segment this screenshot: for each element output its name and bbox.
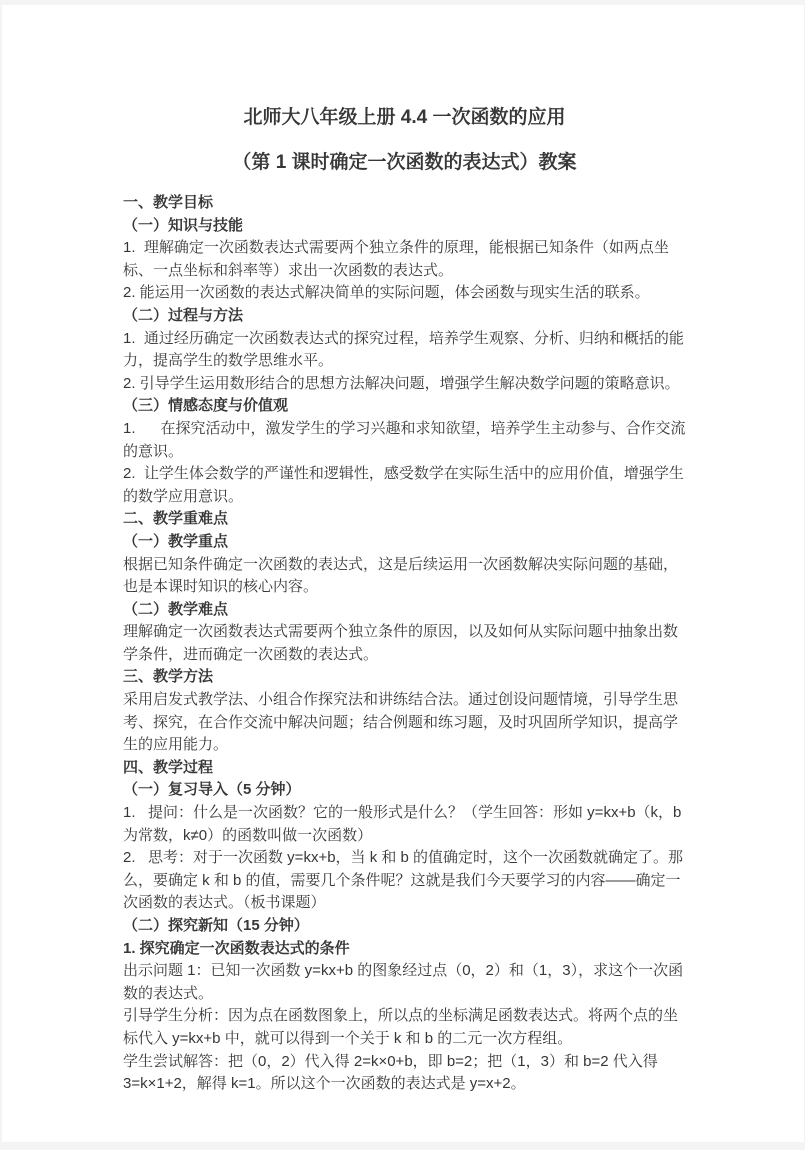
paragraph: 根据已知条件确定一次函数的表达式，这是后续运用一次函数解决实际问题的基础，也是本课时知识的核心内容。 — [123, 555, 679, 596]
sub-heading: （二）教学难点 — [123, 600, 229, 618]
paragraph: 2. 能运用一次函数的表达式解决简单的实际问题，体会函数与现实生活的联系。 — [123, 284, 650, 302]
sub-heading: （一）复习导入（5 分钟） — [123, 781, 301, 799]
doc-title: 北师大八年级上册 4.4 一次函数的应用 — [243, 107, 566, 128]
paragraph: 理解确定一次函数表达式需要两个独立条件的原因，以及如何从实际问题中抽象出数学条件，进而确定一次函数的表达式。 — [123, 623, 679, 663]
paragraph: 2. 思考：对于一次函数 y=kx+b，当 k 和 b 的值确定时，这个一次函数就确定了。那么，要确定 k 和 b 的值，需要几个条件呢？这就是我们今天要学习的内容——确定一次函数的表达式。（板书课题） — [123, 849, 684, 912]
doc-body — [123, 192, 686, 1096]
sub-heading: （一）知识与技能 — [123, 216, 244, 234]
paragraph: 学生尝试解答：把（0，2）代入得 2=k×0+b，即 b=2；把（1，3）和 b=2 代入得 3=k×1+2，解得 k=1。所以这个一次函数的表达式是 y=x+2。 — [123, 1052, 662, 1093]
paragraph: 1. 在探究活动中，激发学生的学习兴趣和求知欲望，培养学生主动参与、合作交流的意识。 — [123, 419, 686, 460]
paragraph: 1. 理解确定一次函数表达式需要两个独立条件的原理，能根据已知条件（如两点坐标、一点坐标和斜率等）求出一次函数的表达式。 — [123, 239, 669, 279]
sub-heading: （二）过程与方法 — [123, 306, 244, 324]
sub-heading: （二）探究新知（15 分钟） — [123, 917, 309, 934]
section-heading: 二、教学重难点 — [123, 510, 229, 528]
bold-paragraph: 1. 探究确定一次函数表达式的条件 — [123, 939, 350, 957]
paragraph: 2. 引导学生运用数形结合的思想方法解决问题，增强学生解决数学问题的策略意识。 — [123, 374, 680, 392]
section-heading: 三、教学方法 — [123, 668, 214, 686]
section-heading: 一、教学目标 — [123, 194, 214, 211]
paragraph: 1. 提问：什么是一次函数？它的一般形式是什么？（学生回答：形如 y=kx+b（k，b 为常数，k≠0）的函数叫做一次函数） — [123, 804, 686, 844]
section-heading: 四、教学过程 — [123, 758, 214, 776]
paragraph: 引导学生分析：因为点在函数图象上，所以点的坐标满足函数表达式。将两个点的坐标代入 y=kx+b 中，就可以得到一个关于 k 和 b 的二元一次方程组。 — [123, 1007, 679, 1047]
doc-subtitle: （第 1 课时确定一次函数的表达式）教案 — [232, 152, 577, 173]
document-content — [2, 5, 804, 1096]
paragraph: 采用启发式教学法、小组合作探究法和讲练结合法。通过创设问题情境，引导学生思考、探究，在合作交流中解决问题；结合例题和练习题，及时巩固所学知识，提高学生的应用能力。 — [123, 691, 679, 754]
paragraph: 1. 通过经历确定一次函数表达式的探究过程，培养学生观察、分析、归纳和概括的能力，提高学生的数学思维水平。 — [123, 329, 684, 370]
paragraph: 出示问题 1：已知一次函数 y=kx+b 的图象经过点（0，2）和（1，3），求这个一次函数的表达式。 — [123, 962, 684, 1002]
document-page — [2, 5, 804, 1142]
sub-heading: （三）情感态度与价值观 — [123, 397, 289, 415]
sub-heading: （一）教学重点 — [123, 532, 229, 550]
paragraph: 2. 让学生体会数学的严谨性和逻辑性，感受数学在实际生活中的应用价值，增强学生的数学应用意识。 — [123, 465, 684, 505]
